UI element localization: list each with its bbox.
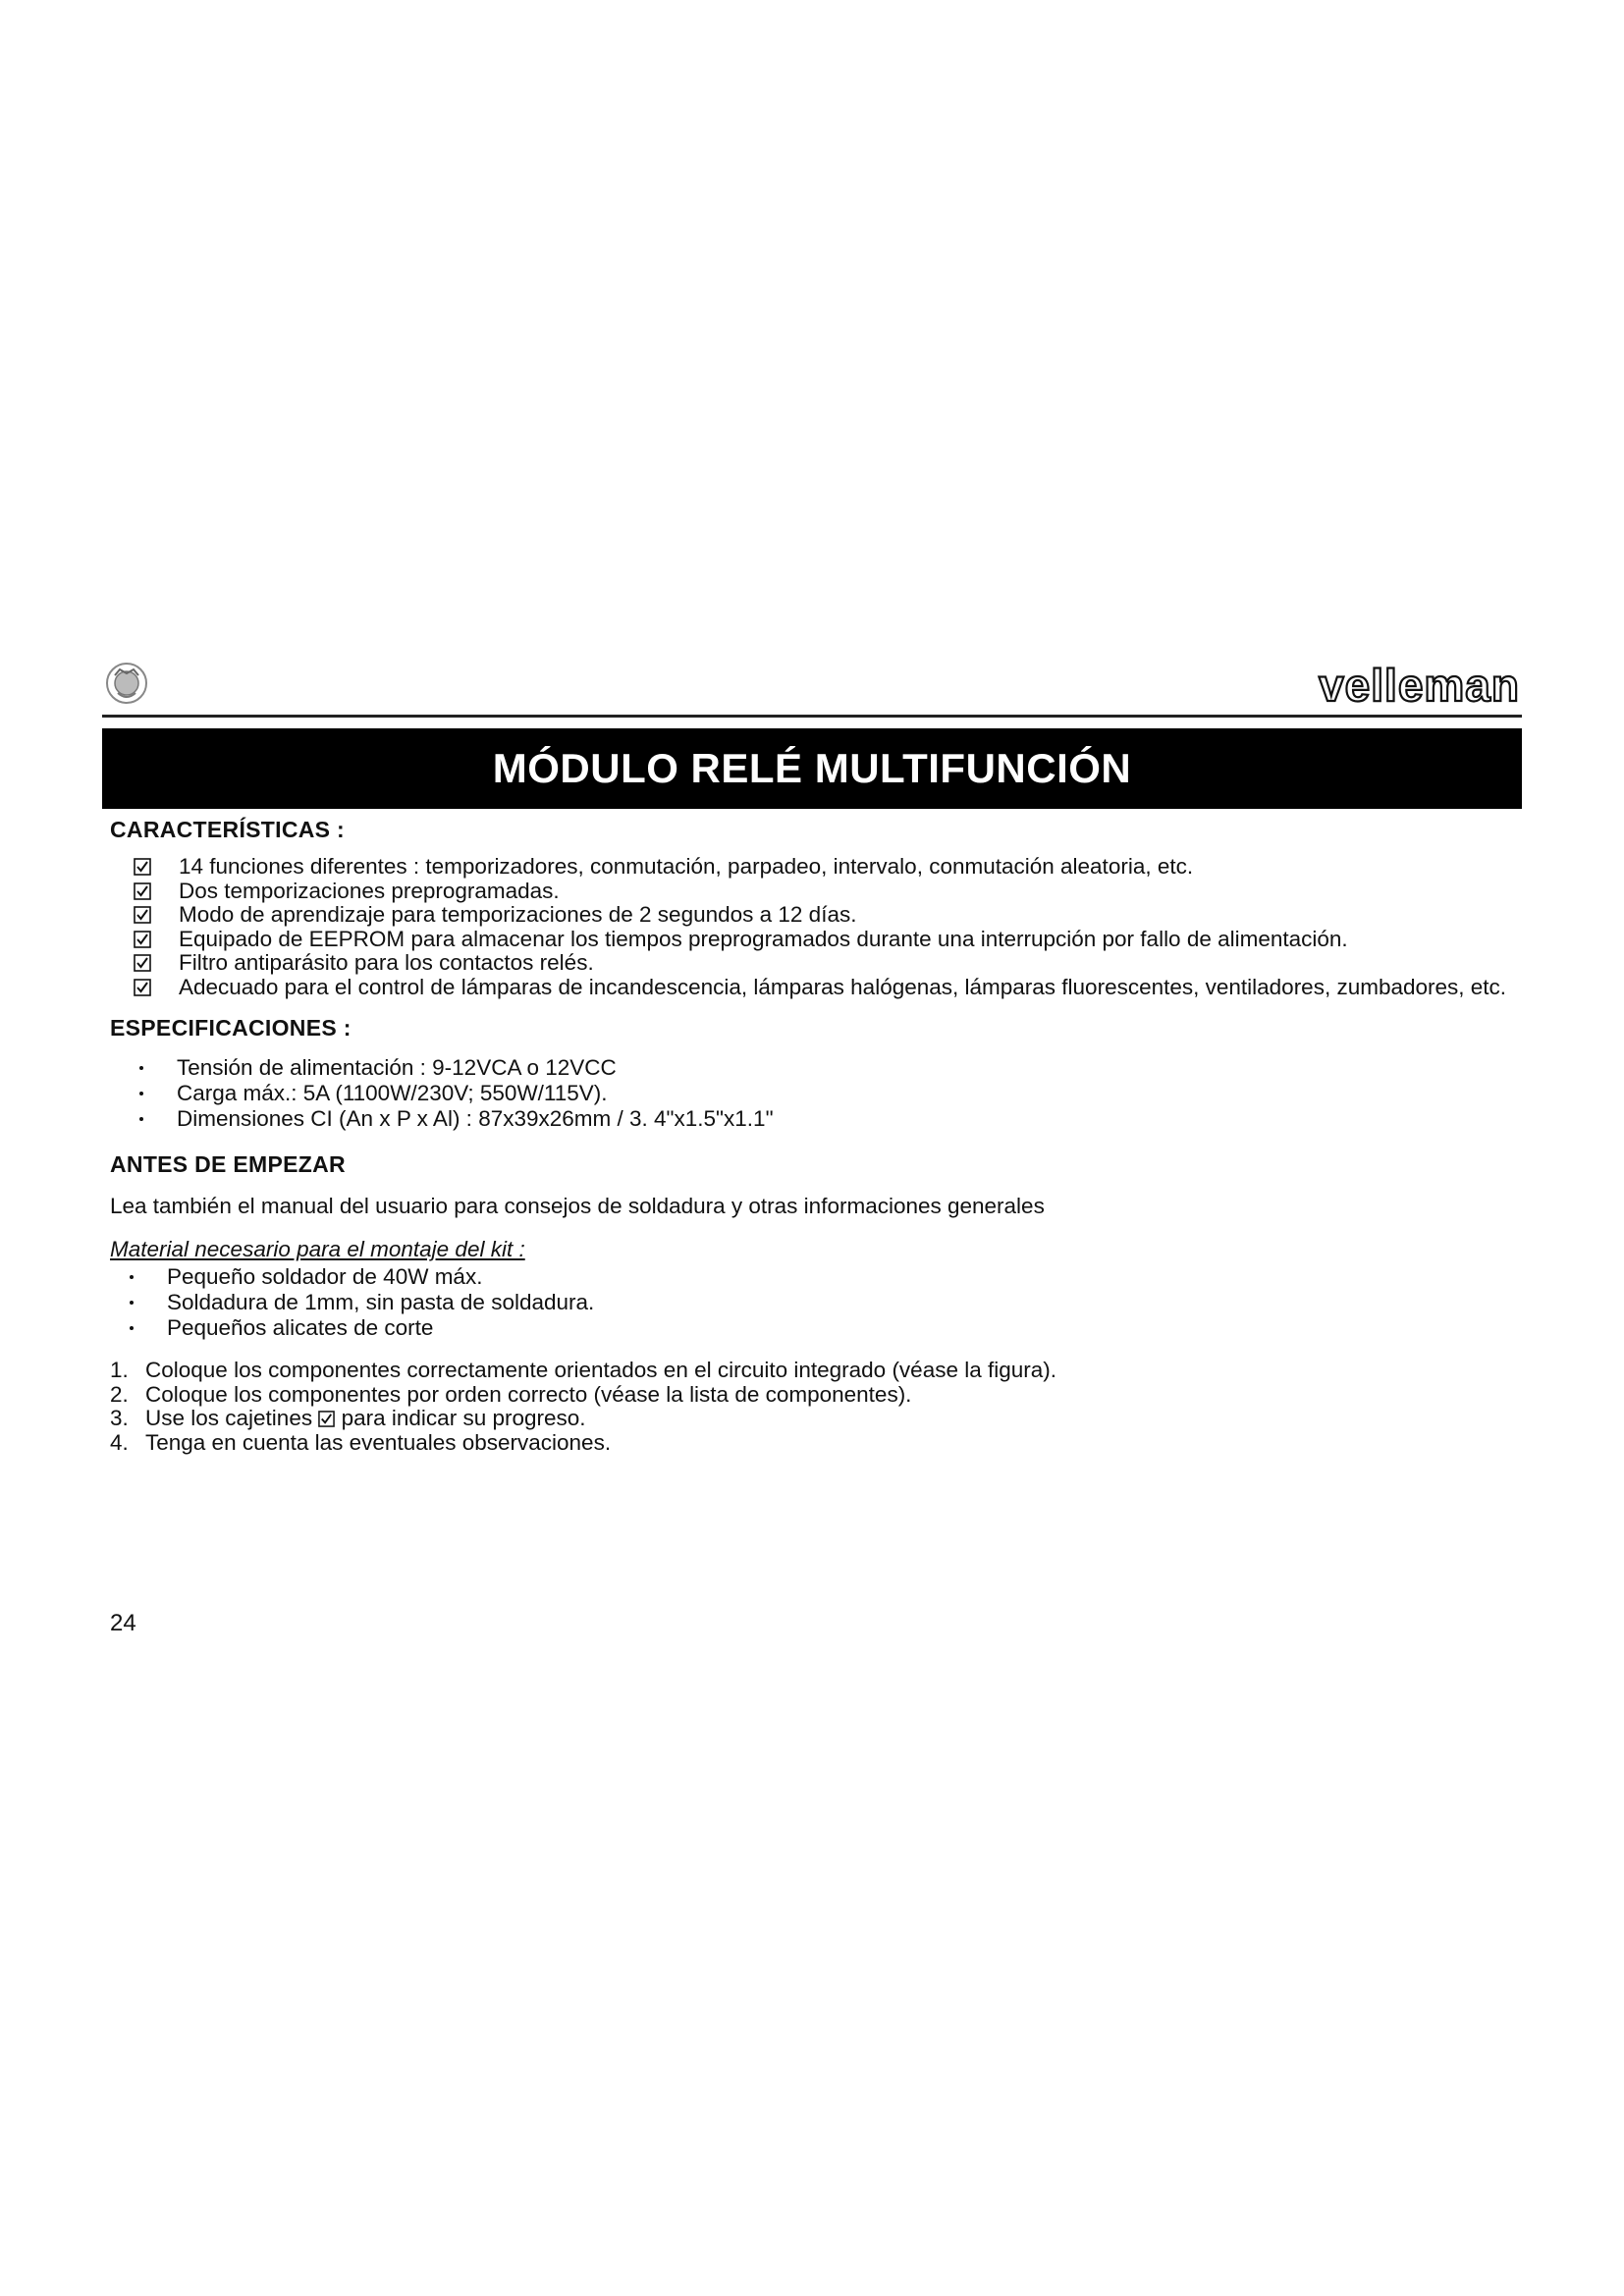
list-item-text: Dimensiones CI (An x P x Al) : 87x39x26mm / 3. 4"x1.5"x1.1": [177, 1106, 774, 1131]
step-text: Coloque los componentes correctamente orientados en el circuito integrado (véase la figura).: [145, 1358, 1057, 1382]
antes-intro: Lea también el manual del usuario para consejos de soldadura y otras informaciones generales: [110, 1194, 1045, 1218]
bullet-icon: [139, 1117, 143, 1121]
step-number: 1.: [110, 1358, 129, 1382]
list-item: [134, 951, 1524, 976]
list-item-text: Carga máx.: 5A (1100W/230V; 550W/115V).: [177, 1081, 608, 1105]
antes-heading: ANTES DE EMPEZAR: [110, 1151, 346, 1177]
checked-box-icon: [134, 931, 151, 948]
checked-box-icon: [134, 954, 151, 972]
checked-box-icon: [134, 882, 151, 900]
list-item: [139, 1055, 1524, 1081]
content: [110, 817, 1524, 1455]
step-text-after: para indicar su progreso.: [341, 1406, 586, 1430]
especificaciones-list: [110, 1055, 1524, 1132]
checked-box-icon: [134, 858, 151, 876]
list-item: [134, 928, 1524, 952]
bullet-icon: [139, 1092, 143, 1095]
list-item-text: Equipado de EEPROM para almacenar los tiempos preprogramados durante una interrupción por fallo de alimentación.: [179, 926, 1348, 951]
list-item-text: Dos temporizaciones preprogramadas.: [179, 878, 560, 903]
material-list: [110, 1264, 1524, 1341]
list-item-text: 14 funciones diferentes : temporizadores, conmutación, parpadeo, intervalo, conmutación aleatoria, etc.: [179, 854, 1194, 879]
list-item: [134, 880, 1524, 904]
step-text: Tenga en cuenta las eventuales observaciones.: [145, 1429, 612, 1455]
list-item: [139, 1081, 1524, 1106]
list-item: [110, 1407, 1524, 1431]
list-item-text: Filtro antiparásito para los contactos relés.: [179, 950, 594, 975]
list-item: [110, 1383, 1524, 1408]
material-title: Material necesario para el montaje del kit :: [110, 1237, 525, 1261]
especificaciones-heading: ESPECIFICACIONES :: [110, 1015, 352, 1041]
step-number: 4.: [110, 1429, 129, 1455]
page-title: MÓDULO RELÉ MULTIFUNCIÓN: [492, 745, 1132, 791]
list-item: [110, 1359, 1524, 1383]
list-item-text: Adecuado para el control de lámparas de incandescencia, lámparas halógenas, lámparas fluorescentes, ventiladores, zumbadores, etc.: [179, 974, 1507, 999]
page-number: 24: [110, 1610, 136, 1636]
list-item: [139, 1106, 1524, 1132]
list-item-text: Pequeños alicates de corte: [167, 1315, 434, 1340]
caracteristicas-heading: CARACTERÍSTICAS :: [110, 817, 345, 842]
step-text-before: Use los cajetines: [145, 1406, 313, 1430]
bullet-icon: [139, 1066, 143, 1070]
list-item: [130, 1290, 1524, 1315]
list-item: [134, 976, 1524, 1000]
step-text: Coloque los componentes por orden correcto (véase la lista de componentes).: [145, 1381, 912, 1407]
list-item-text: Modo de aprendizaje para temporizaciones de 2 segundos a 12 días.: [179, 902, 857, 927]
list-item: [134, 903, 1524, 928]
crest-icon: [102, 658, 151, 709]
header-divider: [102, 715, 1522, 718]
list-item-text: Pequeño soldador de 40W máx.: [167, 1264, 483, 1289]
checked-box-icon: [318, 1411, 335, 1427]
bullet-icon: [130, 1275, 134, 1279]
step-number: 2.: [110, 1381, 129, 1407]
bullet-icon: [130, 1326, 134, 1330]
caracteristicas-list: [110, 855, 1524, 999]
bullet-icon: [130, 1301, 134, 1305]
velleman-logo: [1306, 664, 1522, 707]
steps-list: [110, 1359, 1524, 1455]
list-item-text: Tensión de alimentación : 9-12VCA o 12VCC: [177, 1055, 617, 1080]
page-header: [102, 658, 1522, 713]
checked-box-icon: [134, 979, 151, 996]
list-item: [130, 1315, 1524, 1341]
title-bar: [102, 728, 1522, 809]
list-item: [130, 1264, 1524, 1290]
list-item-text: Soldadura de 1mm, sin pasta de soldadura.: [167, 1290, 595, 1314]
list-item: [134, 855, 1524, 880]
checked-box-icon: [134, 906, 151, 924]
brand-text: velleman: [1319, 664, 1520, 707]
list-item: [110, 1431, 1524, 1456]
step-number: 3.: [110, 1406, 129, 1430]
